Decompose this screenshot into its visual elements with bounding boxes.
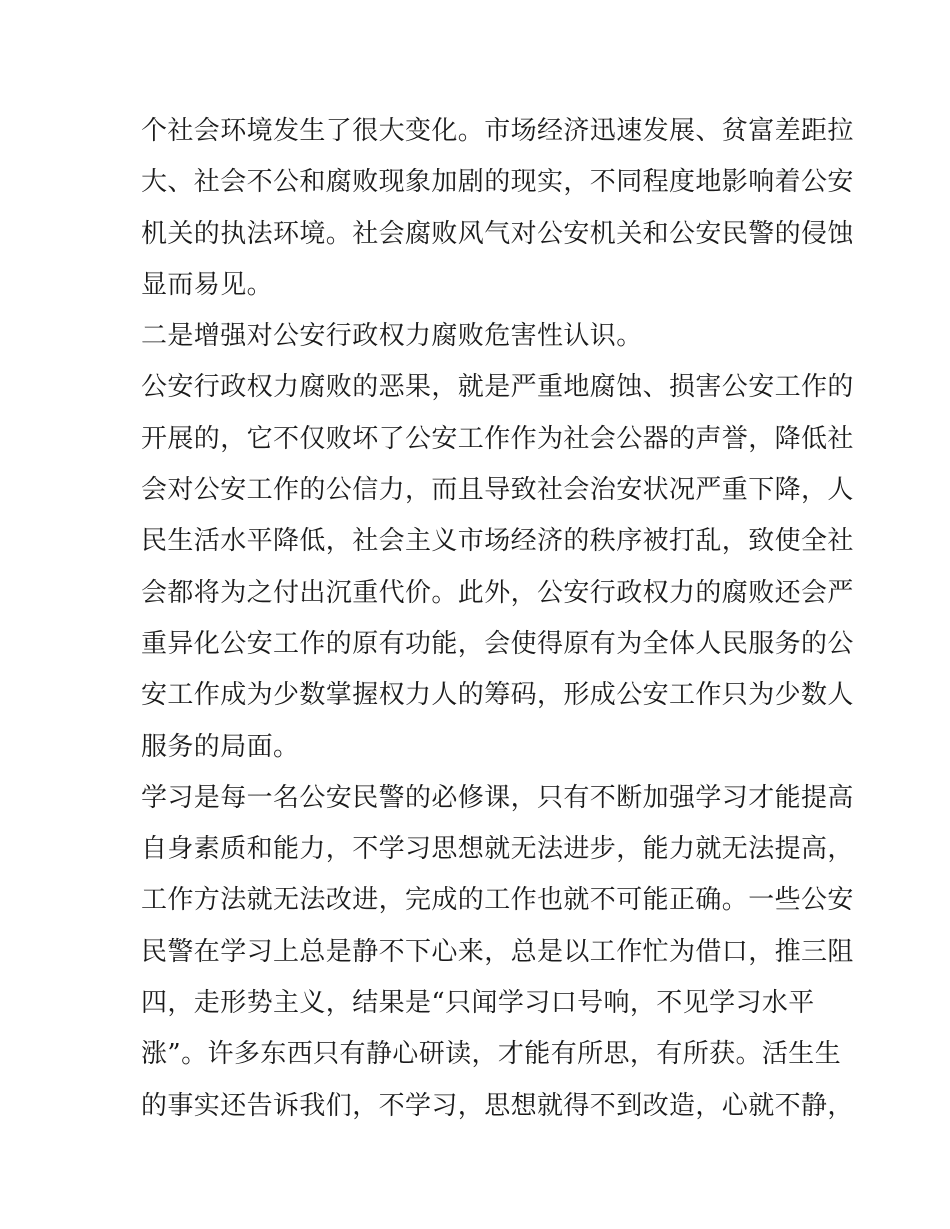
- text-line: 工作方法就无法改进，完成的工作也就不可能正确。一些公安: [141, 885, 854, 916]
- text-line: 民生活水平降低，社会主义市场经济的秩序被打乱，致使全社: [141, 526, 854, 557]
- text-line: 会都将为之付出沉重代价。此外，公安行政权力的腐败还会严: [141, 577, 854, 608]
- text-line: 民警在学习上总是静不下心来，总是以工作忙为借口，推三阻: [141, 936, 854, 967]
- text-line: 服务的局面。: [141, 731, 300, 762]
- text-line: 学习是每一名公安民警的必修课，只有不断加强学习才能提高: [141, 782, 854, 813]
- text-line: 四，走形势主义，结果是“只闻学习口号响，不见学习水平: [141, 988, 815, 1019]
- text-line: 公安行政权力腐败的恶果，就是严重地腐蚀、损害公安工作的: [141, 372, 854, 403]
- text-line: 安工作成为少数掌握权力人的筹码，形成公安工作只为少数人: [141, 680, 854, 711]
- text-line: 的事实还告诉我们，不学习，思想就得不到改造，心就不静，: [141, 1090, 854, 1121]
- text-line: 重异化公安工作的原有功能，会使得原有为全体人民服务的公: [141, 628, 854, 659]
- text-line: 大、社会不公和腐败现象加剧的现实，不同程度地影响着公安: [141, 167, 854, 198]
- text-line: 显而易见。: [141, 269, 274, 300]
- text-line: 会对公安工作的公信力，而且导致社会治安状况严重下降，人: [141, 475, 854, 506]
- text-line: 个社会环境发生了很大变化。市场经济迅速发展、贫富差距拉: [141, 116, 854, 146]
- text-line: 机关的执法环境。社会腐败风气对公安机关和公安民警的侵蚀: [141, 218, 854, 249]
- text-line: 涨”。许多东西只有静心研读，才能有所思，有所获。活生生: [141, 1039, 842, 1070]
- text-line: 开展的，它不仅败坏了公安工作作为社会公器的声誉，降低社: [141, 423, 854, 454]
- section-heading: 二是增强对公安行政权力腐败危害性认识。: [141, 321, 643, 352]
- text-line: 自身素质和能力，不学习思想就无法进步，能力就无法提高，: [141, 834, 854, 865]
- body-text: [141, 106, 854, 1132]
